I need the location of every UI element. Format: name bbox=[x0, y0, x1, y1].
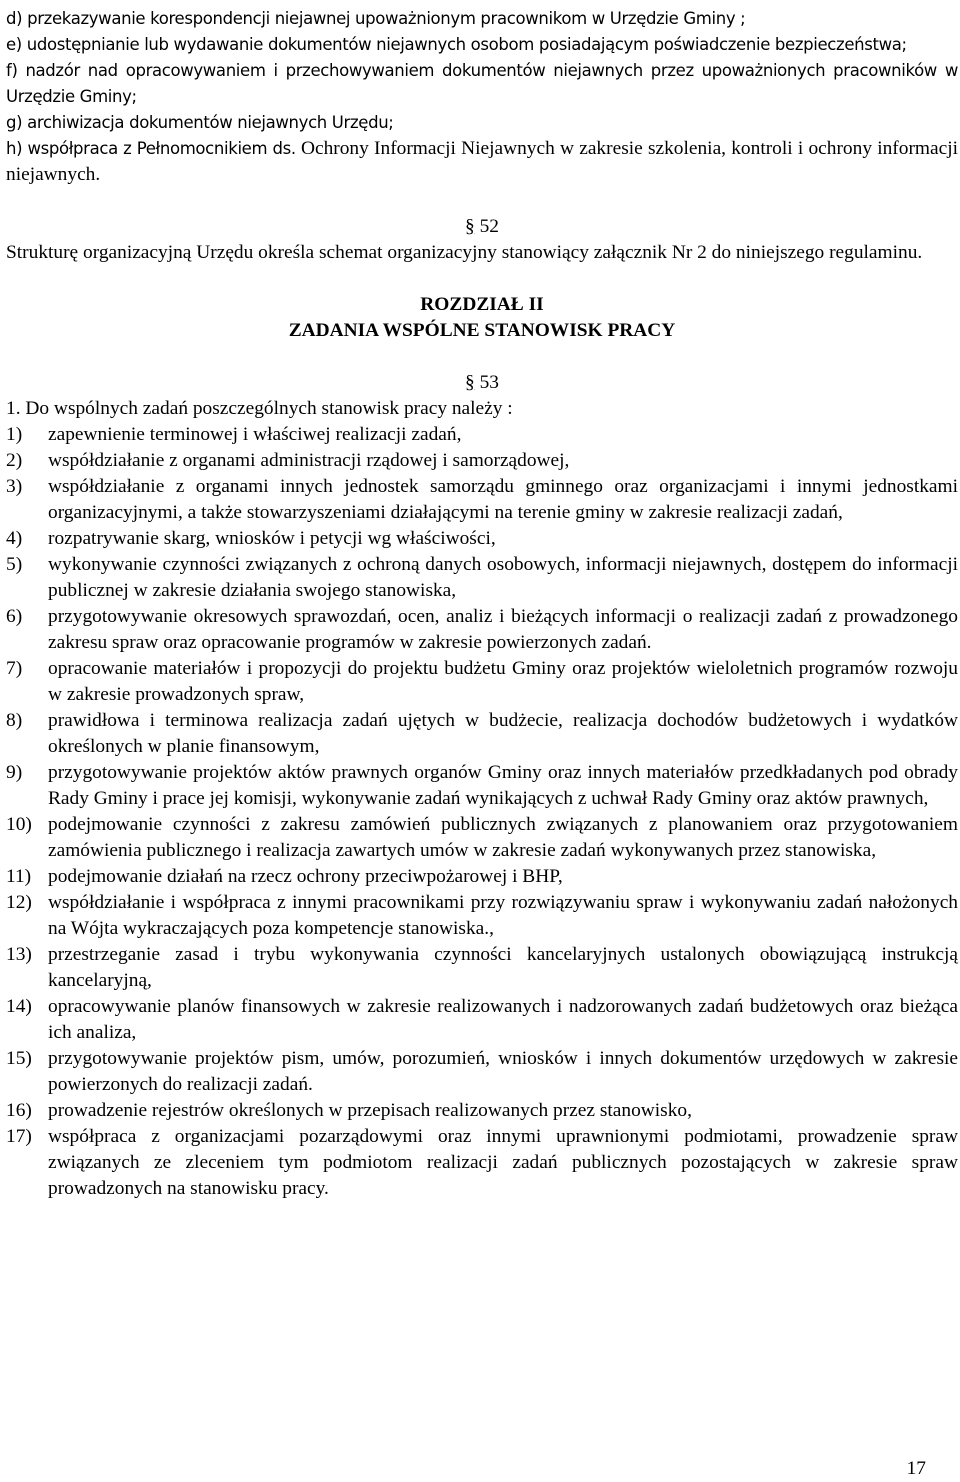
list-item-number: 13) bbox=[6, 944, 32, 965]
section-symbol: § bbox=[465, 216, 475, 237]
list-item bbox=[6, 1098, 958, 1124]
list-item bbox=[6, 994, 958, 1046]
page-number: 17 bbox=[906, 1458, 926, 1479]
list-item-text: współpraca z organizacjami pozarządowymi oraz innymi uprawnionymi podmiotami, prowadzenie spraw związanych ze zleceniem tym podmiotom realizacji zadań publicznych pozostających w zakresie spraw prowadzonych na stanowisku pracy. bbox=[48, 1126, 958, 1199]
list-item-text: opracowywanie planów finansowych w zakresie realizowanych i nadzorowanych zadań budżetowych oraz bieżąca ich analiza, bbox=[48, 996, 958, 1043]
list-item bbox=[6, 552, 958, 604]
list-item-text: zapewnienie terminowej i właściwej realizacji zadań, bbox=[48, 424, 462, 445]
document-page bbox=[6, 6, 958, 1202]
item-e: e) udostępnianie lub wydawanie dokumentów niejawnych osobom posiadającym poświadczenie bezpieczeństwa; bbox=[6, 35, 907, 54]
list-item-text: opracowanie materiałów i propozycji do projektu budżetu Gminy oraz projektów wieloletnich programów rozwoju w zakresie prowadzonych spraw, bbox=[48, 658, 958, 705]
list-item bbox=[6, 1124, 958, 1202]
list-item bbox=[6, 890, 958, 942]
list-item-number: 3) bbox=[6, 476, 23, 497]
list-item-text: podejmowanie czynności z zakresu zamówień publicznych związanych z planowaniem oraz przygotowaniem zamówienia publicznego i realizacja zawartych umów w zakresie zadań wykonywanych przez stanowiska, bbox=[48, 814, 958, 861]
list-item bbox=[6, 422, 958, 448]
list-item bbox=[6, 656, 958, 708]
list-item-number: 14) bbox=[6, 996, 32, 1017]
list-item bbox=[6, 526, 958, 552]
section-52-heading bbox=[6, 214, 958, 240]
list-item bbox=[6, 604, 958, 656]
list-item-text: współdziałanie z organami innych jednostek samorządu gminnego oraz organizacjami i innymi jednostkami organizacyjnymi, a także stowarzyszeniami działającymi na terenie gminy w zakresie realizacji zadań, bbox=[48, 476, 958, 523]
list-item-text: rozpatrywanie skarg, wniosków i petycji wg właściwości, bbox=[48, 528, 496, 549]
list-item bbox=[6, 812, 958, 864]
item-h-continuation: Ochrony Informacji Niejawnych w zakresie szkolenia, kontroli i ochrony informacji niejawnych. bbox=[6, 138, 958, 185]
list-item-text: prawidłowa i terminowa realizacja zadań ujętych w budżecie, realizacja dochodów budżetowych i wydatków określonych w planie finansowym, bbox=[48, 710, 958, 757]
list-item-text: wykonywanie czynności związanych z ochroną danych osobowych, informacji niejawnych, dostępem do informacji publicznej w zakresie działania swojego stanowiska, bbox=[48, 554, 958, 601]
section-53-lead: 1. Do wspólnych zadań poszczególnych stanowisk pracy należy : bbox=[6, 398, 513, 419]
list-item-text: współdziałanie z organami administracji rządowej i samorządowej, bbox=[48, 450, 570, 471]
list-item-text: przygotowywanie okresowych sprawozdań, ocen, analiz i bieżących informacji o realizacji zadań z prowadzonego zakresu spraw oraz opracowanie programów w zakresie powierzonych zadań. bbox=[48, 606, 958, 653]
list-item-number: 17) bbox=[6, 1126, 32, 1147]
list-item-number: 15) bbox=[6, 1048, 32, 1069]
item-g: g) archiwizacja dokumentów niejawnych Urzędu; bbox=[6, 113, 394, 132]
list-item-number: 2) bbox=[6, 450, 23, 471]
list-item-number: 11) bbox=[6, 866, 32, 887]
item-f: f) nadzór nad opracowywaniem i przechowywaniem dokumentów niejawnych przez upoważnionych pracowników w Urzędzie Gminy; bbox=[6, 61, 958, 106]
list-item bbox=[6, 474, 958, 526]
section-52-text: Strukturę organizacyjną Urzędu określa schemat organizacyjny stanowiący załącznik Nr 2 do niniejszego regulaminu. bbox=[6, 242, 923, 263]
item-h bbox=[6, 136, 958, 188]
list-item-text: przestrzeganie zasad i trybu wykonywania czynności kancelaryjnych ustalonych obowiązującą instrukcją kancelaryjną, bbox=[48, 944, 958, 991]
list-item bbox=[6, 448, 958, 474]
list-item-text: przygotowywanie projektów aktów prawnych organów Gminy oraz innych materiałów przedkładanych pod obrady Rady Gminy i prace jej komisji, wykonywanie zadań wynikających z uchwał Rady Gminy oraz aktów prawnych, bbox=[48, 762, 958, 809]
section-symbol: § bbox=[465, 372, 475, 393]
list-item-number: 7) bbox=[6, 658, 23, 679]
list-item-number: 5) bbox=[6, 554, 23, 575]
section-number: 52 bbox=[479, 216, 499, 237]
chapter-subtitle: ZADANIA WSPÓLNE STANOWISK PRACY bbox=[288, 320, 676, 341]
list-item-text: współdziałanie i współpraca z innymi pracownikami przy rozwiązywaniu spraw i wykonywaniu zadań nałożonych na Wójta wykraczających poza kompetencje stanowiska., bbox=[48, 892, 958, 939]
item-h-start: h) współpraca z Pełnomocnikiem ds. bbox=[6, 139, 296, 158]
list-item-number: 6) bbox=[6, 606, 23, 627]
list-item-number: 8) bbox=[6, 710, 23, 731]
list-item bbox=[6, 1046, 958, 1098]
item-d: d) przekazywanie korespondencji niejawnej upoważnionym pracownikom w Urzędzie Gminy ; bbox=[6, 9, 746, 28]
list-item bbox=[6, 760, 958, 812]
list-item-text: przygotowywanie projektów pism, umów, porozumień, wniosków i innych dokumentów urzędowych w zakresie powierzonych do realizacji zadań. bbox=[48, 1048, 958, 1095]
chapter-title: ROZDZIAŁ II bbox=[420, 294, 544, 315]
section-53-heading bbox=[6, 370, 958, 396]
list-item bbox=[6, 864, 958, 890]
list-item-number: 1) bbox=[6, 424, 23, 445]
section-number: 53 bbox=[479, 372, 499, 393]
list-item-number: 10) bbox=[6, 814, 32, 835]
list-item bbox=[6, 942, 958, 994]
list-item-number: 16) bbox=[6, 1100, 32, 1121]
list-item-number: 4) bbox=[6, 528, 23, 549]
list-item-number: 12) bbox=[6, 892, 32, 913]
list-item bbox=[6, 708, 958, 760]
list-item-text: podejmowanie działań na rzecz ochrony przeciwpożarowej i BHP, bbox=[48, 866, 563, 887]
task-list bbox=[6, 422, 958, 1202]
list-item-text: prowadzenie rejestrów określonych w przepisach realizowanych przez stanowisko, bbox=[48, 1100, 692, 1121]
list-item-number: 9) bbox=[6, 762, 23, 783]
